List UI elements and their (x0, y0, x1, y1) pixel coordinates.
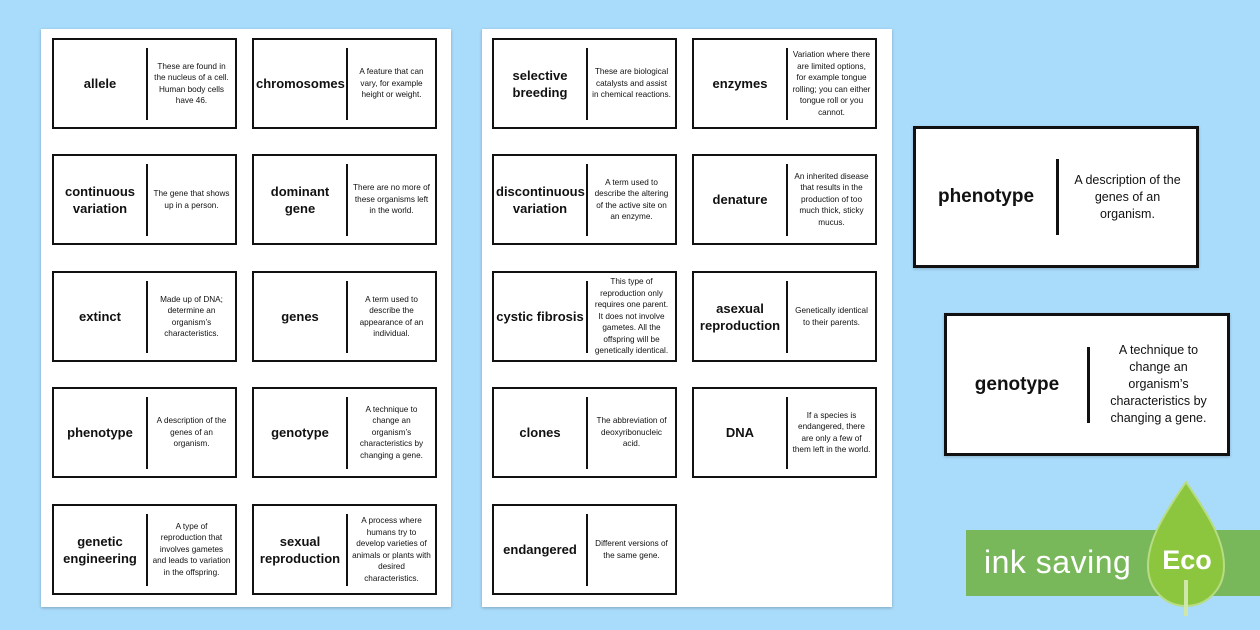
card-dna (692, 387, 877, 478)
card-definition: A description of the genes of an organism. (156, 416, 227, 449)
card-asexual-reproduction (692, 271, 877, 362)
card-term: clones (519, 425, 561, 440)
card-definition: This type of reproduction only requires one parent. It does not involve gametes. All the offspring will be genetically identical. (594, 277, 669, 356)
card-enzymes (692, 38, 877, 129)
card-chromosomes (252, 38, 437, 129)
card-continuous-variation (52, 154, 237, 245)
card-term: endangered (503, 542, 577, 557)
card-term: genetic engineering (63, 533, 137, 566)
card-genetic-engineering (52, 504, 237, 595)
preview-definition: A description of the genes of an organism. (1074, 172, 1181, 221)
card-definition: A technique to change an organism’s characteristics by changing a gene. (359, 404, 424, 460)
preview-card-genotype (944, 313, 1230, 456)
card-term: asexual reproduction (699, 300, 781, 333)
card-term: genes (281, 309, 319, 324)
card-selective-breeding (492, 38, 677, 129)
card-definition: Made up of DNA; determine an organism’s characteristics. (160, 294, 223, 338)
card-definition: The abbreviation of deoxyribonucleic acid. (596, 416, 667, 449)
card-term: phenotype (67, 425, 133, 440)
preview-card-phenotype (913, 126, 1199, 268)
card-definition: Genetically identical to their parents. (795, 306, 868, 327)
preview-term: genotype (974, 373, 1060, 395)
card-term: denature (712, 192, 768, 207)
card-definition: The gene that shows up in a person. (153, 189, 230, 210)
left-worksheet (41, 29, 451, 607)
card-discontinuous-variation (492, 154, 677, 245)
card-extinct (52, 271, 237, 362)
card-definition: A type of reproduction that involves gametes and leads to variation in the offspring. (152, 521, 231, 577)
card-term: genotype (271, 425, 329, 440)
card-term: discontinuous variation (496, 183, 585, 216)
card-term: enzymes (712, 76, 768, 91)
card-phenotype (52, 387, 237, 478)
preview-definition: A technique to change an organism’s characteristics by changing a gene. (1110, 343, 1207, 425)
card-cystic-fibrosis (492, 271, 677, 362)
banner-text: ink saving (984, 544, 1132, 580)
card-definition: An inherited disease that results in the production of too much thick, sticky mucus. (794, 171, 869, 227)
card-definition: Different versions of the same gene. (595, 539, 668, 560)
card-term: dominant gene (270, 183, 330, 216)
card-denature (692, 154, 877, 245)
card-term: sexual reproduction (259, 533, 341, 566)
eco-badge-label: Eco (1162, 545, 1212, 575)
card-term: allele (83, 76, 117, 91)
card-genotype (252, 387, 437, 478)
card-term: selective breeding (512, 67, 568, 100)
card-definition: These are found in the nucleus of a cell. Human body cells have 46. (154, 61, 229, 105)
card-definition: These are biological catalysts and assist in chemical reactions. (592, 67, 671, 100)
card-allele (52, 38, 237, 129)
card-definition: If a species is endangered, there are only a few of them left in the world. (792, 410, 871, 454)
card-definition: A term used to describe the appearance of an individual. (359, 294, 424, 338)
right-worksheet (482, 29, 892, 607)
card-sexual-reproduction (252, 504, 437, 595)
card-definition: A process where humans try to develop varieties of animals or plants with desired characteristics. (352, 516, 431, 583)
card-term: chromosomes (256, 76, 345, 91)
card-term: cystic fibrosis (496, 309, 584, 324)
card-definition: A term used to describe the altering of the active site on an enzyme. (594, 177, 669, 221)
card-definition: A feature that can vary, for example height or weight. (359, 67, 424, 100)
card-definition: There are no more of these organisms left in the world. (353, 183, 430, 216)
card-clones (492, 387, 677, 478)
card-term: continuous variation (64, 183, 136, 216)
preview-term: phenotype (937, 186, 1035, 207)
card-term: extinct (79, 309, 121, 324)
card-genes (252, 271, 437, 362)
card-dominant-gene (252, 154, 437, 245)
card-term: DNA (725, 425, 755, 440)
card-definition: Variation where there are limited options, for example tongue rolling; you can either tongue roll or you cannot. (792, 50, 871, 117)
card-endangered (492, 504, 677, 595)
